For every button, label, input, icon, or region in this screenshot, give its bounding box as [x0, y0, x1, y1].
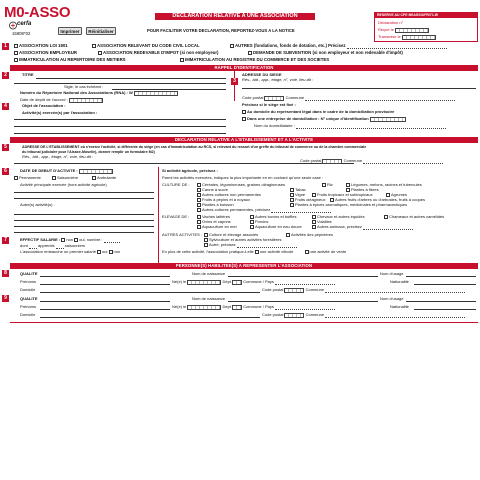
reserved-title: RESERVE AU CFE M0ASSO/FR/71.W: [375, 13, 477, 18]
agricole-title: Si activité agricole, précisez :: [162, 168, 218, 173]
form-code: M0-ASSO: [4, 4, 71, 21]
option-repertoire-metiers[interactable]: IMMATRICULATION AU REPERTOIRE DES METIERS: [14, 58, 126, 63]
culture-option[interactable]: Tabac: [290, 188, 306, 193]
elevage-label: ELEVAGE DE :: [162, 214, 190, 219]
option-redevable-impot[interactable]: ASSOCIATION REDEVABLE D'IMPOT (si non employeur): [98, 51, 218, 56]
date-cells[interactable]: [402, 35, 436, 40]
objet-label: Objet de l'association :: [22, 103, 66, 108]
checkbox[interactable]: [248, 51, 252, 55]
checkbox[interactable]: [14, 51, 18, 55]
commune-input[interactable]: [363, 160, 443, 164]
cerfa-logo-text: cerfa: [17, 21, 32, 27]
prenoms-label: Prénoms: [20, 279, 37, 284]
culture-option[interactable]: Fruits tropicaux et subtropicaux: [312, 193, 373, 198]
elevage-option[interactable]: Vaches laitières: [197, 215, 230, 220]
section-number: 8: [2, 270, 9, 277]
prenoms-input[interactable]: [40, 284, 170, 285]
etablissement-label-1: ADRESSE DE L'ETABLISSEMENT où s'exerce l'activité, si différente du siège (en cas d'immatriculation au RCS, si relevant du ressort d'un greffe du tribunal de commerce ou de la chambre commerciale: [22, 145, 367, 149]
culture-label: CULTURE DE :: [162, 182, 190, 187]
checkbox[interactable]: [92, 44, 96, 48]
prenoms-input[interactable]: [40, 309, 170, 310]
option-domiciliation[interactable]: Dans une entreprise de domiciliation : N° unique d'identification: [242, 117, 406, 122]
bottom-rule: [10, 322, 478, 323]
option-domicile-provisoire[interactable]: Au domicile du représentant légal dans le cadre de la domiciliation provisoire: [242, 110, 394, 115]
elevage-option[interactable]: Aquaculture en mer: [197, 225, 237, 230]
elevage-option[interactable]: Volailles: [312, 220, 332, 225]
checkbox[interactable]: [305, 250, 309, 254]
section-number: 3: [231, 78, 238, 85]
checkbox[interactable]: [242, 117, 246, 121]
nationalite-label: Nationalité: [390, 304, 409, 309]
culture-option[interactable]: Plantes à épices aromatiques, médicinales et pharmaceutiques: [290, 203, 407, 208]
checkbox[interactable]: [98, 51, 102, 55]
section-number: 6: [2, 168, 9, 175]
option-permanente[interactable]: Permanente: [14, 176, 41, 181]
nom-domiciliataire-label: Nom du domiciliataire :: [254, 124, 446, 129]
domicile-postal: Code postal Commune: [262, 313, 465, 318]
checkbox[interactable]: [74, 238, 78, 242]
effectif-label: EFFECTIF SALARIE : non oui, nombre :: [20, 238, 120, 243]
culture-option[interactable]: Agrumes: [386, 193, 407, 198]
commune-input[interactable]: [325, 289, 465, 293]
preciser-label: Précisez si le siège est fixé :: [242, 102, 296, 107]
elevage-option[interactable]: Porcins: [250, 220, 268, 225]
section-number: 7: [2, 237, 9, 244]
culture-option[interactable]: Autres fruits d'arbres ou d'arbustes, fruits à coques: [330, 198, 425, 203]
rna-cells[interactable]: [134, 91, 178, 96]
culture-option[interactable]: Fruits oléagineux: [290, 198, 325, 203]
checkbox[interactable]: [109, 250, 113, 254]
domicile-postal: Code postal Commune: [262, 288, 465, 293]
activites-input[interactable]: [14, 119, 226, 120]
date-cells[interactable]: [79, 169, 113, 174]
commune-input[interactable]: [325, 314, 465, 318]
culture-option[interactable]: Vigne: [290, 193, 305, 198]
postal-cells[interactable]: [322, 159, 342, 164]
culture-option[interactable]: Autres cultures permanentes, précisez: [197, 208, 331, 213]
autres-activites-input[interactable]: [14, 214, 154, 215]
postal-label: Code postal Commune: [242, 96, 455, 101]
rna-prefix: W: [129, 90, 133, 95]
autres-activites-input[interactable]: [14, 220, 154, 221]
page-title: DECLARATION RELATIVE A UNE ASSOCIATION: [155, 13, 315, 20]
section-number: 1: [2, 43, 9, 50]
elevage-option[interactable]: Chevaux et autres équidés: [312, 215, 365, 220]
cerfa-number: 15908*02: [12, 31, 31, 36]
autres-activites-input[interactable]: [14, 226, 154, 227]
adresse-input[interactable]: [242, 88, 476, 89]
section-bar-personnes: PERSONNE(S) HABILITEE(S) A REPRESENTER L'ASSOCIATION: [10, 263, 478, 269]
nom-naissance-input[interactable]: [228, 301, 378, 302]
sigle-label: Sigle, le cas échéant :: [64, 84, 104, 89]
premier-salarie-label: L'association embauche un premier salarié oui non: [20, 249, 121, 255]
activite-principale-label: Activité principale exercée (hors activité agricole): [20, 182, 107, 187]
checkbox[interactable]: [180, 58, 184, 62]
titre-input[interactable]: [36, 78, 226, 79]
cerfa-logo: [8, 21, 32, 30]
etablissement-hint: Rés., bât., app., étage, n°, voie, lieu-dit :: [22, 154, 94, 159]
dept-cells[interactable]: [232, 305, 242, 310]
nationalite-input[interactable]: [414, 284, 476, 285]
culture-option[interactable]: Riz: [322, 183, 333, 188]
elevage-option[interactable]: Chameaux et autres camélidés: [384, 215, 444, 220]
option-employeur[interactable]: ASSOCIATION EMPLOYEUR: [14, 51, 77, 56]
nationalite-input[interactable]: [414, 309, 476, 310]
adresse-hint: Rés., bât., app., étage, n°, voie, lieu-dit :: [242, 77, 314, 82]
option-code-civil-local[interactable]: ASSOCIATION RELEVANT DU CODE CIVIL LOCAL: [92, 44, 200, 49]
option-rcs[interactable]: IMMATRICULATION AU REGISTRE DU COMMERCE ET DES SOCIETES: [180, 58, 329, 63]
checkbox[interactable]: [230, 44, 234, 48]
section-number: 2: [2, 72, 9, 79]
vente-label: En plus de cette activité, l'association pratique-t-elle une activité viticole une activité de vente: [162, 249, 347, 255]
checkbox[interactable]: [14, 176, 18, 180]
checkbox[interactable]: [14, 58, 18, 62]
agricole-note: Parmi les activités exercées, indiquez la plus importante en en cochant qu'une seule case :: [162, 175, 324, 180]
date-cells[interactable]: [187, 280, 221, 285]
checkbox[interactable]: [61, 238, 65, 242]
qualite-label: QUALITE: [20, 271, 38, 276]
print-button[interactable]: Imprimer: [58, 27, 82, 35]
effectif-detail: dont apprentis saisonniers: [20, 243, 85, 248]
checkbox[interactable]: [242, 110, 246, 114]
date-depot-label: Date de dépôt de l'accord :: [20, 98, 103, 103]
nationalite-label: Nationalité: [390, 279, 409, 284]
option-loi-1901[interactable]: ASSOCIATION LOI 1901: [14, 44, 68, 49]
date-debut-label: DATE DE DEBUT D'ACTIVITE :: [20, 169, 113, 174]
rna-label: Numéro du Répertoire National des Associations (RNA) : W: [20, 91, 178, 96]
culture-option[interactable]: Plantes à fibres: [346, 188, 379, 193]
nom-usage-label: Nom d'usage: [380, 296, 404, 301]
nom-naissance-label: Nom de naissance: [192, 296, 226, 301]
activite-principale-input[interactable]: [14, 192, 154, 193]
checkbox[interactable]: [92, 176, 96, 180]
section-number: 4: [2, 103, 9, 110]
dept-cells[interactable]: [232, 280, 242, 285]
domicile-input[interactable]: [40, 292, 260, 293]
option-saisonniere[interactable]: Saisonnière: [52, 176, 78, 181]
autres-activites-input[interactable]: [14, 232, 154, 233]
domicile-input[interactable]: [40, 317, 260, 318]
prenoms-label: Prénoms: [20, 304, 37, 309]
option-subvention[interactable]: DEMANDE DE SUBVENTION (si non employeur et non redevable d'impôt): [248, 51, 403, 56]
culture-option[interactable]: Légumes, melons, racines et tubercules: [346, 183, 422, 188]
reserved-line: Déclaration n°: [378, 20, 404, 25]
qualite-input[interactable]: [40, 301, 170, 302]
checkbox[interactable]: [52, 176, 56, 180]
culture-option[interactable]: Canne à sucre: [197, 188, 228, 193]
qualite-label: QUALITE: [20, 296, 38, 301]
checkbox[interactable]: [14, 44, 18, 48]
activites-label: Activité(s) exercée(s) par l'association :: [22, 110, 98, 115]
culture-option[interactable]: Fruits à pépins et à noyaux: [197, 198, 250, 203]
section-number: 9: [2, 295, 9, 302]
siren-cells[interactable]: [370, 117, 406, 122]
culture-option[interactable]: Céréales, légumineuses, graines oléagineuses: [197, 183, 285, 188]
nom-usage-input[interactable]: [406, 301, 476, 302]
activite-principale-input[interactable]: [14, 198, 154, 199]
adresse-siege-label: ADRESSE DU SIEGE: [242, 72, 282, 77]
activites-input[interactable]: [14, 126, 226, 127]
elevage-option[interactable]: Ovins et caprins: [197, 220, 231, 225]
commune-input[interactable]: [305, 97, 455, 101]
checkbox[interactable]: [255, 250, 259, 254]
date-cells[interactable]: [187, 305, 221, 310]
nom-usage-input[interactable]: [406, 276, 476, 277]
date-cells[interactable]: [69, 98, 103, 103]
section-bar-identification: RAPPEL D'IDENTIFICATION: [10, 65, 478, 71]
naissance-label: Né(e) le Dépt Commune / Pays: [172, 305, 335, 310]
section-number: 5: [2, 144, 9, 151]
culture-option[interactable]: Autres cultures non permanentes: [197, 193, 261, 198]
autres-agri-option[interactable]: Autre, précisez: [204, 243, 297, 248]
domiciliataire-input[interactable]: [296, 125, 446, 129]
naissance-label: Né(e) le Dépt Commune / Pays: [172, 280, 335, 285]
autres-agri-option[interactable]: Activités des pépinières: [286, 233, 333, 238]
elevage-option[interactable]: Autres bovins et buffles: [250, 215, 297, 220]
option-autres[interactable]: AUTRES (fondations, fonds de dotation, etc.) Précisez: [230, 44, 447, 49]
autres-activites-label: Autre(s) activité(s) :: [20, 202, 55, 207]
reserved-box: [374, 12, 478, 42]
postal-cells[interactable]: [284, 288, 304, 293]
date-cells[interactable]: [395, 28, 429, 33]
domicile-label: Domicile: [20, 312, 36, 317]
qualite-input[interactable]: [40, 276, 170, 277]
postal-cells[interactable]: [264, 96, 284, 101]
nom-usage-label: Nom d'usage: [380, 271, 404, 276]
culture-option[interactable]: Plantes à boisson: [197, 203, 234, 208]
nom-naissance-input[interactable]: [228, 276, 378, 277]
activites-input[interactable]: [14, 133, 226, 134]
nom-naissance-label: Nom de naissance: [192, 271, 226, 276]
autres-agri-option[interactable]: Culture et élevage associés: [204, 233, 258, 238]
postal-cells[interactable]: [284, 313, 304, 318]
etablissement-label-2: du tribunal judiciaire pour l'Alsace-Moselle), donner remplir un formulaire M2): [22, 150, 155, 154]
elevage-option[interactable]: Autres animaux, précisez: [312, 225, 413, 230]
titre-input[interactable]: [14, 83, 226, 84]
etablissement-postal: Code postal Commune: [300, 159, 443, 164]
domicile-label: Domicile: [20, 287, 36, 292]
checkbox[interactable]: [97, 250, 101, 254]
page-subtitle: POUR FACILITER VOTRE DECLARATION, REPORTEZ-VOUS A LA NOTICE: [147, 28, 295, 33]
option-ambulante[interactable]: Ambulante: [92, 176, 116, 181]
autres-agri-option[interactable]: Sylviculture et autres activités forestières: [204, 238, 281, 243]
titre-label: TITRE: [22, 72, 34, 77]
autres-activites-agri-label: AUTRES ACTIVITES :: [162, 232, 203, 237]
reserved-line: Reçue le: [378, 28, 429, 33]
section-bar-etablissement: DECLARATION RELATIVE A L'ETABLISSEMENT ET A L'ACTIVITE: [10, 137, 478, 143]
elevage-option[interactable]: Aquaculture en eau douce: [250, 225, 302, 230]
reset-button[interactable]: Réinitialiser: [86, 27, 116, 35]
reserved-line: Transmise le: [378, 35, 436, 40]
